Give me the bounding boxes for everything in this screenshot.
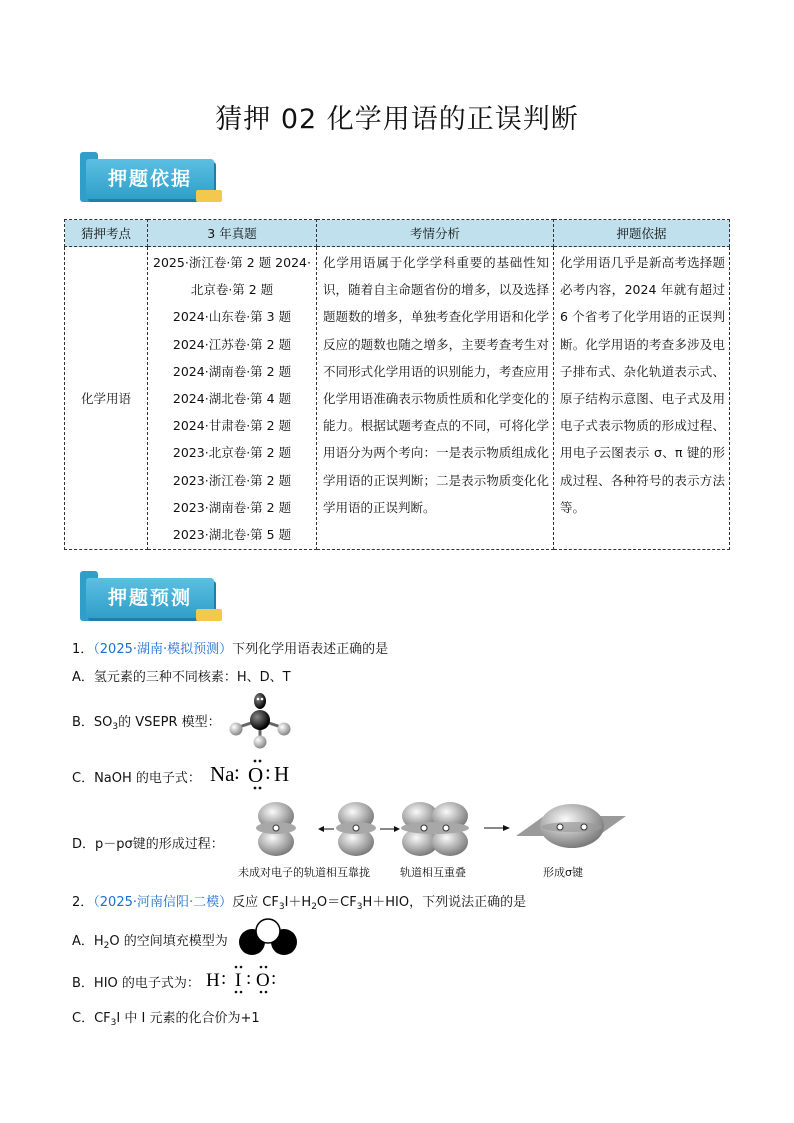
q1-option-c: C．NaOH 的电子式：	[72, 771, 201, 786]
question-source: （2025·湖南·模拟预测）	[93, 642, 233, 657]
svg-text:O: O	[256, 970, 270, 991]
paper-item: 2023·湖南卷·第 2 题	[172, 499, 292, 515]
svg-text:I: I	[235, 970, 242, 991]
book-icon	[196, 190, 222, 202]
paper-item: 2025·浙江卷·第 2 题 2024·	[153, 255, 311, 270]
svg-text::: :	[246, 968, 252, 989]
svg-text::: :	[271, 968, 277, 989]
basis-table	[64, 219, 730, 550]
table-row	[65, 247, 730, 550]
caption-sigma: 形成σ键	[543, 866, 583, 879]
question-source: （2025·河南信阳·二模）	[93, 895, 233, 910]
question-2-stem: 2．（2025·河南信阳·二模）反应 $CF_3I+H_2O=CF_3H+HIO$，下列说法正确的是	[72, 895, 527, 912]
svg-text::: :	[221, 968, 227, 989]
section-banner-basis	[72, 152, 222, 210]
book-icon	[196, 609, 222, 621]
hio-electron-formula	[206, 962, 282, 996]
paper-item: 2023·浙江卷·第 2 题	[172, 472, 292, 488]
paper-item: 2024·甘肃卷·第 2 题	[172, 418, 292, 434]
q2-option-c: C．$CF_3I$ 中 I 元素的化合价为+1	[72, 1011, 260, 1028]
q2-option-b: B．HIO 的电子式为：	[72, 976, 200, 991]
water-space-filling-model-icon	[238, 918, 302, 958]
vsepr-model-icon	[226, 692, 296, 750]
naoh-electron-formula	[210, 757, 300, 791]
paper-item: 北京卷·第 2 题	[190, 282, 274, 298]
paper-item: 2023·北京卷·第 2 题	[172, 445, 292, 461]
table-header-row	[65, 220, 730, 247]
q2-option-a: A．$H_2O$ 的空间填充模型为	[72, 934, 228, 951]
topic-cell: 化学用语	[65, 247, 148, 550]
question-1-stem: 1．（2025·湖南·模拟预测）下列化学用语表述正确的是	[72, 642, 389, 657]
header-basis: 押题依据	[554, 220, 730, 247]
banner-label: 押题依据	[107, 168, 192, 190]
caption-overlap: 轨道相互重叠	[400, 866, 466, 879]
caption-approach: 未成对电子的轨道相互靠拢	[238, 866, 370, 879]
page-title: 猜押 02 化学用语的正误判断	[215, 104, 579, 135]
header-papers: 3 年真题	[148, 220, 317, 247]
paper-item: 2024·江苏卷·第 2 题	[172, 336, 292, 352]
q1-option-d: D．p－pσ键的形成过程：	[72, 837, 224, 852]
svg-text::: :	[234, 760, 240, 784]
basis-cell: 化学用语几乎是新高考选择题必考内容，2024 年就有超过 6 个省考了化学用语的正误判断。化学用语的考查多涉及电子排布式、杂化轨道表示式、原子结构示意图、电子式及用电子式表示物质的形成过程、用电子云图表示 σ、π 键的形成过程、各种符号的表示方法等。	[554, 247, 730, 550]
header-analysis: 考情分析	[317, 220, 554, 247]
header-topic: 猜押考点	[65, 220, 148, 247]
papers-cell	[148, 247, 317, 550]
paper-item: 2024·湖南卷·第 2 题	[172, 363, 292, 379]
svg-text::: :	[265, 760, 271, 784]
svg-text:O: O	[248, 763, 264, 787]
paper-item: 2024·山东卷·第 3 题	[172, 309, 292, 325]
paper-item: 2023·湖北卷·第 5 题	[172, 527, 292, 543]
svg-text:Na: Na	[210, 762, 235, 786]
analysis-cell: 化学用语属于化学学科重要的基础性知识，随着自主命题省份的增多，以及选择题题数的增多，单独考查化学用语和化学反应的题数也随之增多，主要考查考生对不同形式化学用语的识别能力，考查应用化学用语准确表示物质性质和化学变化的能力。根据试题考查点的不同，可将化学用语分为两个考向：一是表示物质组成化学用语的正误判断；二是表示物质变化化学用语的正误判断。	[317, 247, 554, 550]
q1-option-b: B．$SO_3$的 VSEPR 模型：	[72, 715, 221, 732]
sigma-bond-formation-diagram	[254, 800, 628, 862]
paper-item: 2024·湖北卷·第 4 题	[172, 391, 292, 407]
section-banner-prediction	[72, 571, 222, 629]
svg-text:H: H	[206, 970, 220, 991]
svg-text:H: H	[274, 762, 290, 786]
q1-option-a: A．氢元素的三种不同核素：H、D、T	[72, 670, 291, 685]
banner-label: 押题预测	[107, 587, 192, 609]
